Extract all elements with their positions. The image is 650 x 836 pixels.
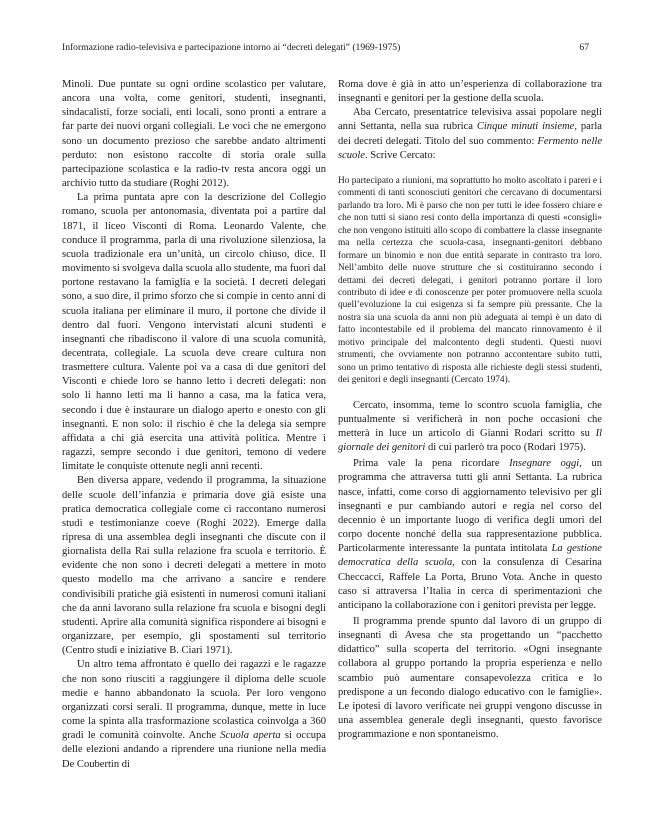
paragraph-text: Un altro tema affrontato è quello dei ragazzi e le ragazze che non sono riusciti a raggiungere il diploma delle scuole medie e hanno abbandonato la scuola. Per loro vengono organizzati corsi serali. Il programma, dunque, mette in luce come la spinta alla trasformazione scolastica coinvolga a 360 gradi le comunità coinvolte. Anche — [62, 659, 326, 742]
right-column — [338, 78, 602, 742]
paragraph-continuation: Roma dove è già in atto un’esperienza di collaborazione tra insegnanti e genitori per la gestione della scuola. — [338, 79, 602, 105]
paragraph-text: Cercato, insomma, teme lo scontro scuola famiglia, che puntualmente si verificherà in non poche occasioni che metterà in luce un articolo di Gianni Rodari scritto su — [338, 399, 602, 439]
block-quote: Ho partecipato a riunioni, ma soprattutto ho molto ascoltato i pareri e i commenti di tanti sconosciuti genitori che cercavano di documentarsi parlando tra loro. Mi è parso che non per tutti le idee fossero chiare e che non tutti si siano resi conto della importanza di questi «consigli» che non vengono istituiti allo scopo di combattere la classe insegnante ma nella certezza che scuola-casa, insegnanti-genitori debbano formare un binomio e non due entità separate in contrasto tra loro. Nell’ambito delle nuove strutture che si costituiranno secondo i dettami dei decreti delegati, i genitori potranno portare il loro contributo di idee e di conoscenze per poter promuovere nella scuola quell’evoluzione la cui esigenza si fa sempre più pressante. Che la nostra sia una scuola da anni non più adeguata ai tempi è un dato di fatto incontestabile ed il problema del mancato rinnovamento è il motivo principale del malcontento degli studenti. Questi nuovi strumenti, che ovviamente non potranno accontentare subito tutti, sono un primo tentativo di risposta alle richieste degli stessi studenti, dei genitori e degli insegnanti (Cercato 1974). — [338, 175, 602, 386]
paragraph — [62, 658, 326, 771]
paragraph-text: Aba Cercato, presentatrice televisiva assai popolare negli anni Settanta, nella sua rubrica — [338, 107, 602, 133]
paragraph-text: , con la consulenza di Cesarina Checcacci, Raffele La Porta, Bruno Vota. Anche in questo caso si attraversa l’Italia in cerca di sperimentazioni che anticipano la collaborazione con i genitori prevista per legge. — [338, 557, 602, 611]
paragraph — [338, 399, 602, 456]
page-number: 67 — [579, 42, 589, 53]
program-title: Cinque minuti insieme — [476, 121, 575, 133]
program-title: Scuola aperta — [220, 730, 281, 742]
paragraph — [338, 457, 602, 613]
journal-title: Il giornale dei genitori — [338, 427, 603, 454]
episode-title: La gestione democratica della scuola — [338, 543, 602, 569]
paragraph: La prima puntata apre con la descrizione del Collegio romano, scuola per antonomasia, diventata poi a partire dal 1871, il liceo Visconti di Roma. Leonardo Valente, che conduce il programma, parla di una rivoluzione silenziosa, la scuola tradizionale era un’unità, un circolo chiuso, dice. Il movimento si svolgeva dalla scuola allo studente, ma fuori dal portone restavano la famiglia e la società. I decreti delegati sono, a suo dire, il primo sforzo che si compie in cento anni di scuola italiana per eliminare il muro, il portone che divide il dentro dal fuori. Vengono intervistati alcuni studenti e insegnanti che ribadiscono il valore di una scuola comunità, decentrata, collegiale. La scuola deve creare cultura non trasmettere cultura. Valente poi va a casa di due genitori del Visconti e chiede loro se hanno letto i decreti delegati: non solo li hanno letti ma li hanno a casa, ma la fatica vera, secondo i due è instaurare un dialogo aperto e onesto con gli insegnanti. E non solo: il rischio è che la delega sia sempre affidata a chi già esercita una attività politica. Mentre i ragazzi, sempre secondo i due genitori, temono di vedere limitate le conquiste ottenute negli anni recenti. — [62, 192, 326, 473]
paragraph-text: . Scrive Cercato: — [364, 149, 436, 161]
program-title: Insegnare oggi — [509, 458, 580, 470]
paragraph: Il programma prende spunto dal lavoro di un gruppo di insegnanti di Avesa che sta progettando un “pacchetto didattico” sulla scoperta del territorio. «Ogni insegnante collabora al gruppo portando la propria esperienza e nello scambio può aumentare consapevolezza critica e lo predispone a un fecondo dialogo educativo con le famiglie». Le ipotesi di lavoro verificate nei gruppi vengono discusse in una assemblea generale degli insegnanti, questo favorisce programmazione e non spontaneismo. — [338, 615, 602, 741]
paragraph-text: si occupa delle elezioni andando a riprendere una riunione nella media De Coubertin di — [62, 730, 326, 770]
paragraph-text: , parla dei decreti delegati. Titolo del suo commento: — [338, 121, 602, 147]
paragraph-text: , un programma che attraversa tutti gli anni Settanta. La rubrica nasce, infatti, come corso di aggiornamento televisivo per gli insegnanti e pur cambiando autori e regia nel corso del decennio è un importante luogo di verifica degli umori del corpo docente nonché della sua rappresentazione pubblica. Particolarmente interessante la puntata intitolata — [338, 458, 602, 555]
left-column — [62, 78, 326, 772]
paragraph-continuation: Minoli. Due puntate su ogni ordine scolastico per valutare, ancora una volta, come genitori, studenti, insegnanti, sindacalisti, forze sociali, enti locali, sono pronti a entrare a far parte dei nuovi organi collegiali. Le voci che ne emergono sono un documento prezioso che sarebbe andato altrimenti perduto: non esistono raccolte di storia orale sulla partecipazione scolastica e la radio-tv resta ancora oggi un archivio tutto da studiare (Roghi 2012). — [62, 79, 326, 190]
commentary-title: Fermento nelle scuole — [338, 135, 603, 161]
paragraph-text: di cui parlerò tra poco (Rodari 1975). — [427, 442, 586, 454]
paragraph-text: Prima vale la pena ricordare — [353, 458, 500, 470]
paragraph — [338, 106, 602, 163]
paragraph: Ben diversa appare, vedendo il programma, la situazione delle scuole dell’infanzia e primaria dove già esiste una pratica democratica collegiale come ci raccontano numerosi studi e testimonianze coeve (Roghi 2022). Emerge dalla ripresa di una assemblea degli insegnanti che discute con il giornalista della Rai sulla relazione fra scuola e territorio. È evidente che non sono i decreti delegati a mettere in moto questo modello ma che arrivano a sancire e rendere condivisibili pratiche già esistenti in numerosi comuni italiani che da anni lavorano sulla relazione fra scuola e bisogni degli studenti. Aprire alla comunità significa rispondere ai bisogni e organizzare, per esempio, gli spostamenti sul territorio (Centro studi e iniziative B. Ciari 1971). — [62, 475, 326, 657]
running-head: Informazione radio-televisiva e partecipazione intorno ai “decreti delegati” (1969-1975) — [62, 42, 401, 53]
